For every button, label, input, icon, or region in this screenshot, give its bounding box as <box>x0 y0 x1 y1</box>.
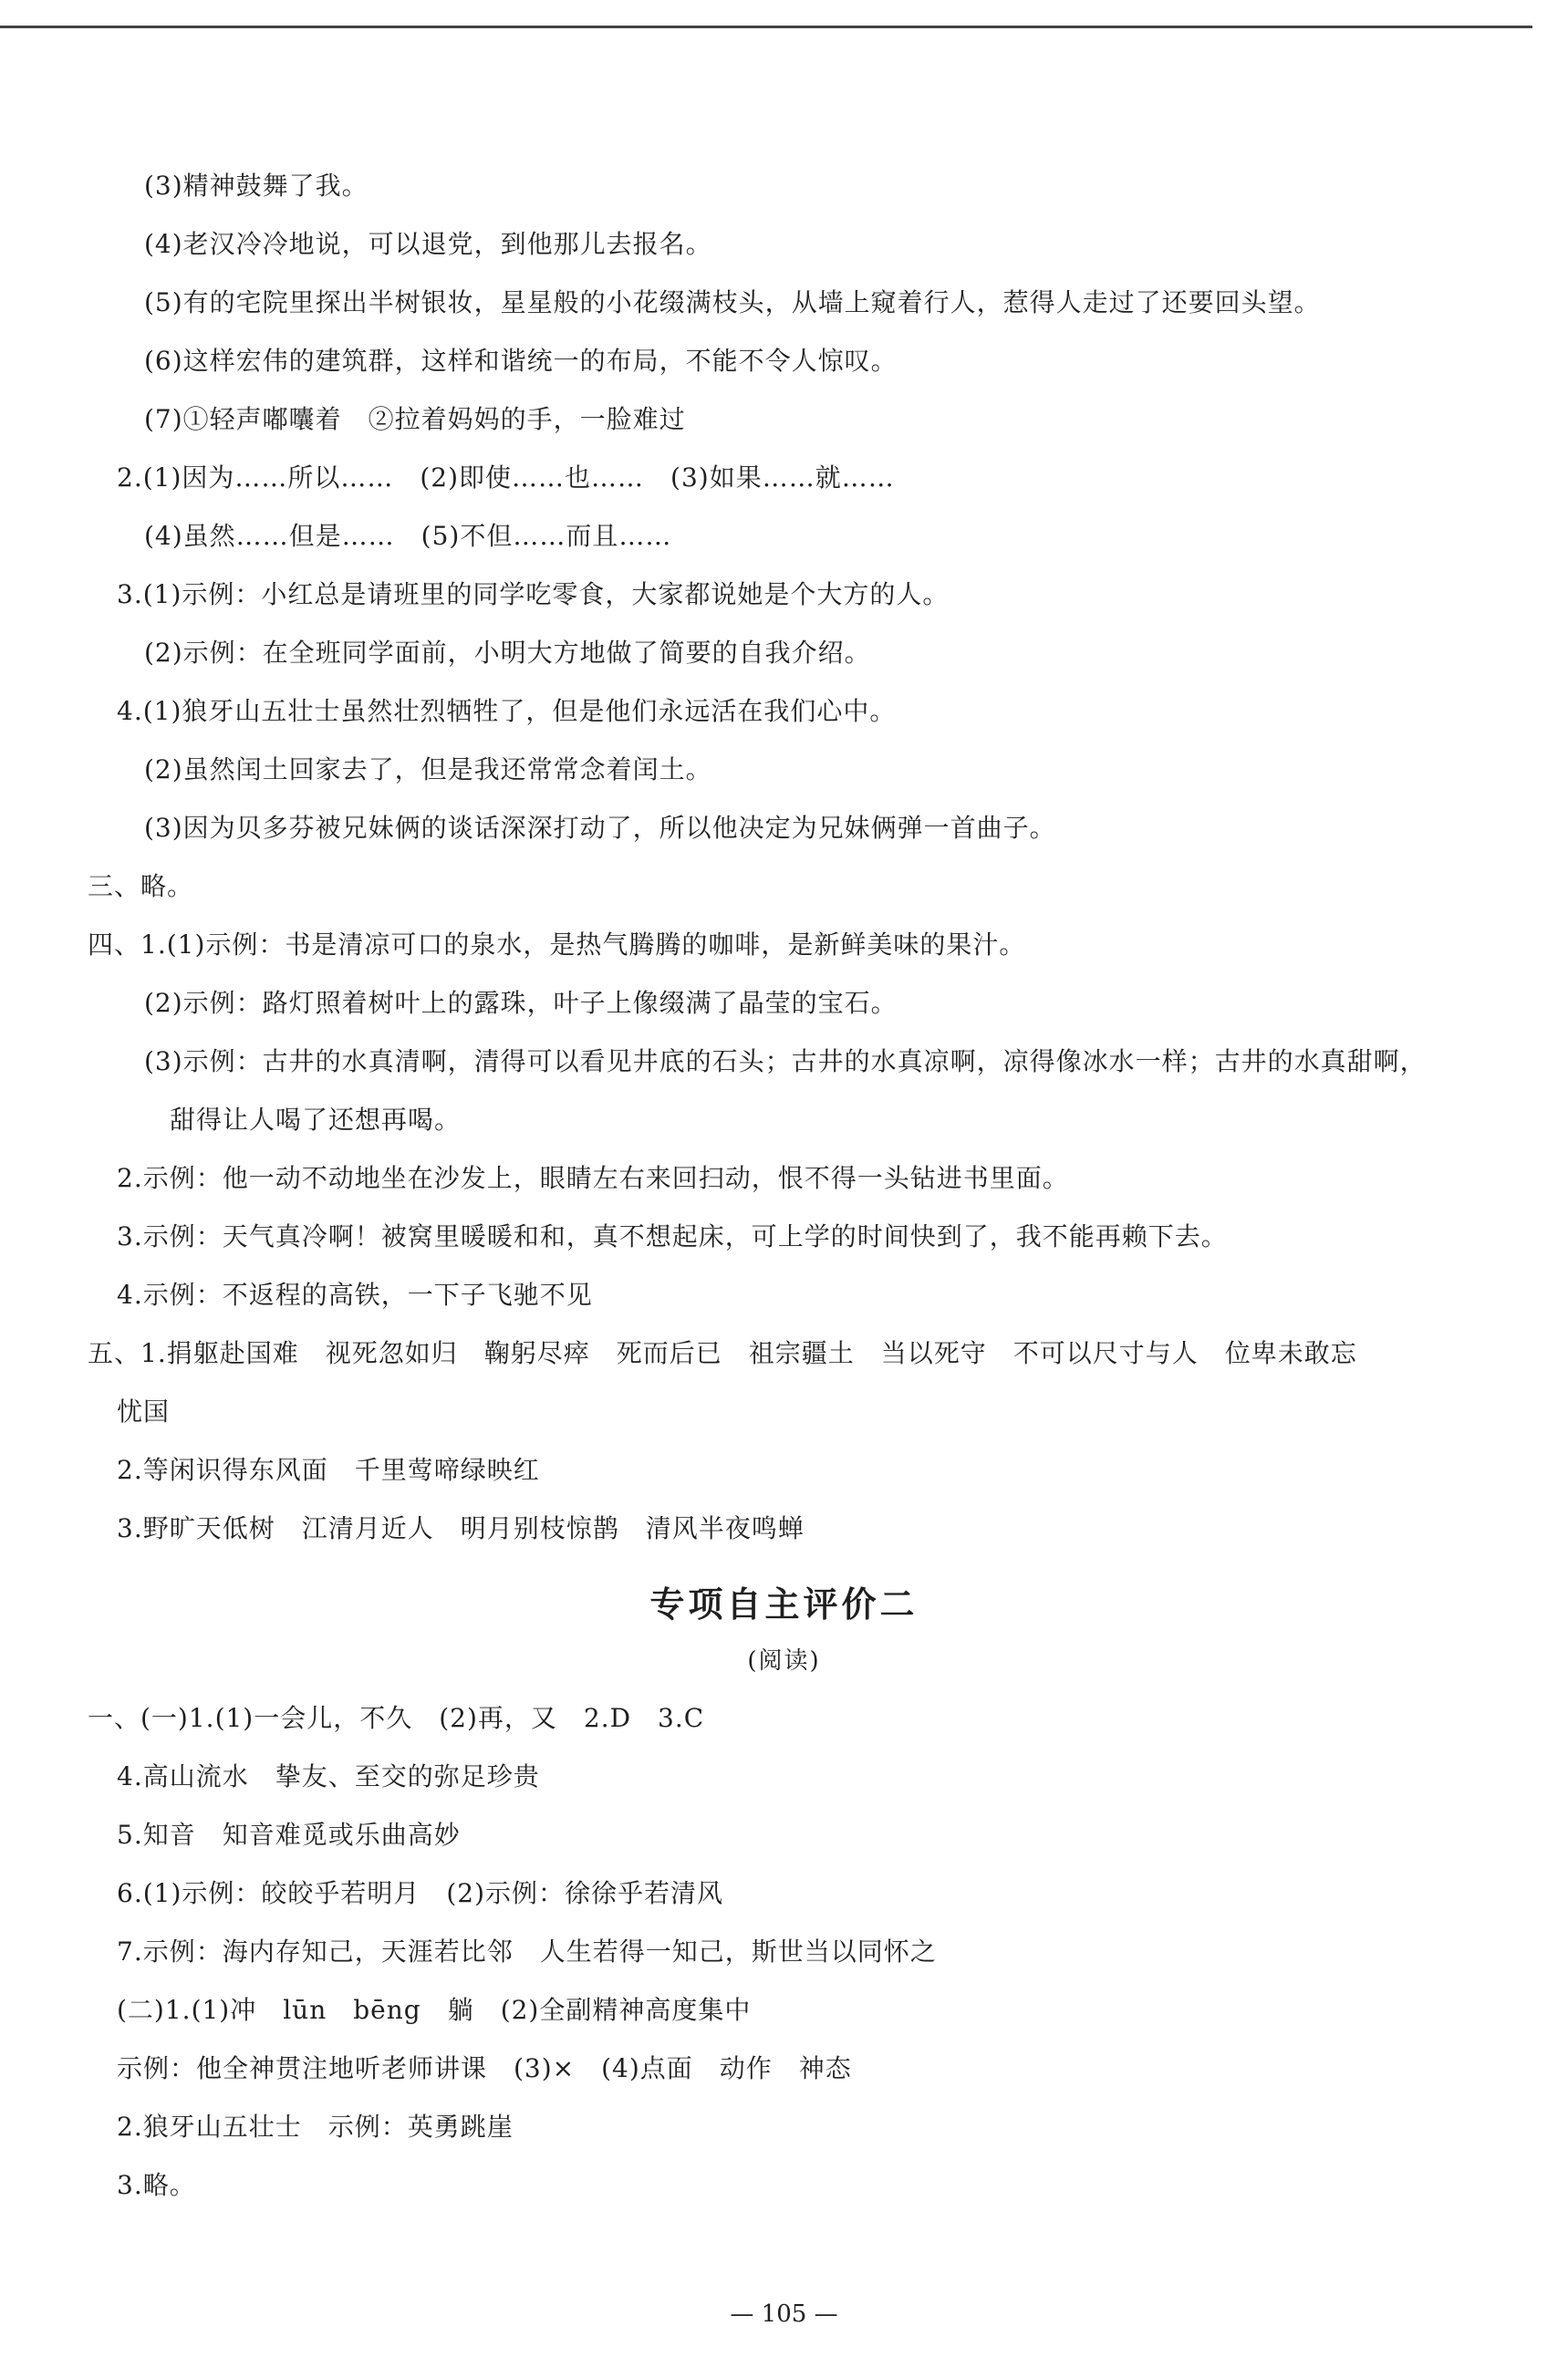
answer-line: 4.高山流水 挚友、至交的弥足珍贵 <box>117 1761 540 1791</box>
answer-line: 3.(1)示例：小红总是请班里的同学吃零食，大家都说她是个大方的人。 <box>117 579 950 609</box>
answer-line: 3.示例：天气真冷啊！被窝里暖暖和和，真不想起床，可上学的时间快到了，我不能再赖下去。 <box>117 1221 1228 1251</box>
answer-line: (3)示例：古井的水真清啊，清得可以看见井底的石头；古井的水真凉啊，凉得像冰水一样；古井的水真甜啊， <box>144 1046 1427 1076</box>
answer-line: 2.(1)因为……所以…… (2)即使……也…… (3)如果……就…… <box>117 462 895 493</box>
top-rule <box>0 26 1532 28</box>
answer-line: 4.(1)狼牙山五壮士虽然壮烈牺牲了，但是他们永远活在我们心中。 <box>117 696 897 726</box>
page-number: — 105 — <box>730 2300 838 2328</box>
answer-line: 4.示例：不返程的高铁，一下子飞驰不见 <box>117 1280 593 1310</box>
answer-line: 五、1.捐躯赴国难 视死忽如归 鞠躬尽瘁 死而后已 祖宗疆土 当以死守 不可以尺寸与人 位卑未敢忘 <box>88 1338 1357 1368</box>
answer-line: (2)虽然闰土回家去了，但是我还常常念着闰土。 <box>144 754 712 784</box>
answer-line: 5.知音 知音难觅或乐曲高妙 <box>117 1820 461 1850</box>
answer-line: (3)因为贝多芬被兄妹俩的谈话深深打动了，所以他决定为兄妹俩弹一首曲子。 <box>144 813 1056 843</box>
answer-line: (3)精神鼓舞了我。 <box>144 171 369 201</box>
answer-line: 7.示例：海内存知己，天涯若比邻 人生若得一知己，斯世当以同怀之 <box>117 1936 937 1967</box>
answer-line: 三、略。 <box>88 871 194 901</box>
answer-line: (4)虽然……但是…… (5)不但……而且…… <box>144 521 672 551</box>
answer-line: 2.等闲识得东风面 千里莺啼绿映红 <box>117 1455 540 1485</box>
answer-line: (2)示例：在全班同学面前，小明大方地做了简要的自我介绍。 <box>144 638 871 668</box>
answer-line: 一、(一)1.(1)一会儿，不久 (2)再，又 2.D 3.C <box>88 1703 705 1733</box>
answer-line: 四、1.(1)示例：书是清凉可口的泉水，是热气腾腾的咖啡，是新鲜美味的果汁。 <box>88 929 1026 960</box>
answer-line: (5)有的宅院里探出半树银妆，星星般的小花缀满枝头，从墙上窥着行人，惹得人走过了还要回头望。 <box>144 287 1321 317</box>
answer-line: 2.示例：他一动不动地坐在沙发上，眼睛左右来回扫动，恨不得一头钻进书里面。 <box>117 1163 1069 1193</box>
answer-line: 3.略。 <box>117 2170 196 2200</box>
section-subtitle: (阅读) <box>747 1647 821 1675</box>
answer-line: 2.狼牙山五壮士 示例：英勇跳崖 <box>117 2112 514 2142</box>
answer-line: (7)①轻声嘟囔着 ②拉着妈妈的手，一脸难过 <box>144 404 686 434</box>
answer-line: (二)1.(1)冲 lūn bēng 躺 (2)全副精神高度集中 <box>117 1995 752 2025</box>
answer-line: 3.野旷天低树 江清月近人 明月别枝惊鹊 清风半夜鸣蝉 <box>117 1513 805 1543</box>
answer-line: (6)这样宏伟的建筑群，这样和谐统一的布局，不能不令人惊叹。 <box>144 346 898 376</box>
answer-line: 6.(1)示例：皎皎乎若明月 (2)示例：徐徐乎若清风 <box>117 1878 724 1908</box>
section-title: 专项自主评价二 <box>649 1584 919 1625</box>
answer-line: 甜得让人喝了还想再喝。 <box>170 1105 462 1135</box>
answer-line: 忧国 <box>117 1397 171 1427</box>
answer-line: (4)老汉冷冷地说，可以退党，到他那儿去报名。 <box>144 229 712 259</box>
answer-line: 示例：他全神贯注地听老师讲课 (3)× (4)点面 动作 神态 <box>117 2053 852 2083</box>
answer-line: (2)示例：路灯照着树叶上的露珠，叶子上像缀满了晶莹的宝石。 <box>144 988 898 1018</box>
